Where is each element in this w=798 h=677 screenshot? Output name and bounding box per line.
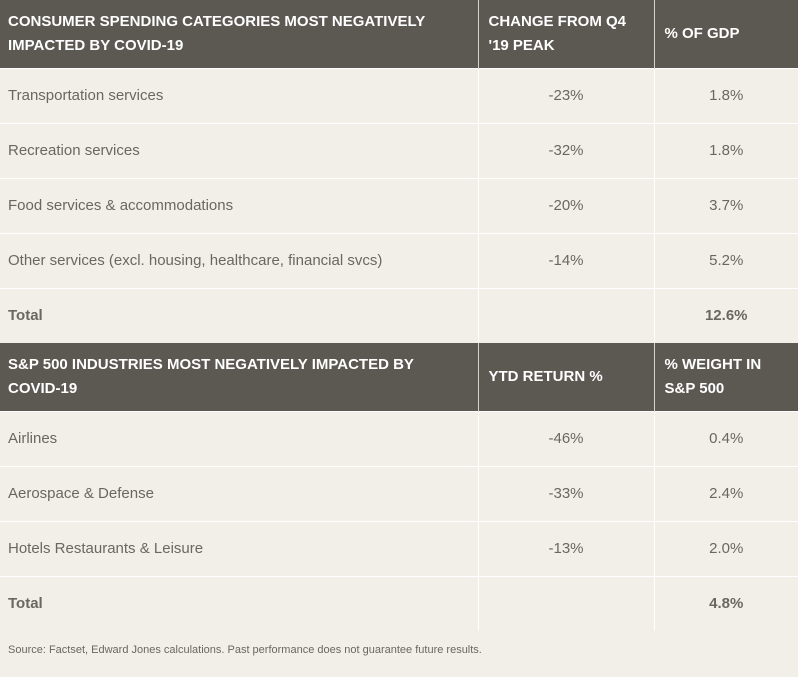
change-cell: -32% — [478, 123, 654, 178]
table-row — [0, 466, 798, 521]
table-row — [0, 233, 798, 288]
total-weight-cell: 4.8% — [654, 576, 798, 631]
consumer-spending-header-row — [0, 0, 798, 68]
ytd-return-cell: -33% — [478, 466, 654, 521]
total-label: Total — [0, 576, 478, 631]
total-label: Total — [0, 288, 478, 343]
weight-header: % WEIGHT IN S&P 500 — [654, 343, 798, 411]
total-change-cell — [478, 288, 654, 343]
industry-cell: Airlines — [0, 411, 478, 466]
table-row — [0, 521, 798, 576]
gdp-cell: 1.8% — [654, 68, 798, 123]
category-cell: Recreation services — [0, 123, 478, 178]
sp500-header-row — [0, 343, 798, 411]
total-gdp-cell: 12.6% — [654, 288, 798, 343]
ytd-return-cell: -13% — [478, 521, 654, 576]
ytd-return-header: YTD RETURN % — [478, 343, 654, 411]
consumer-spending-category-header: CONSUMER SPENDING CATEGORIES MOST NEGATIVELY IMPACTED BY COVID-19 — [0, 0, 478, 68]
industry-cell: Aerospace & Defense — [0, 466, 478, 521]
weight-cell: 0.4% — [654, 411, 798, 466]
weight-cell: 2.0% — [654, 521, 798, 576]
consumer-spending-total-row — [0, 288, 798, 343]
category-cell: Food services & accommodations — [0, 178, 478, 233]
change-cell: -20% — [478, 178, 654, 233]
table-row — [0, 411, 798, 466]
percent-of-gdp-header: % OF GDP — [654, 0, 798, 68]
sp500-total-row — [0, 576, 798, 631]
table-row — [0, 178, 798, 233]
change-cell: -14% — [478, 233, 654, 288]
total-ytd-cell — [478, 576, 654, 631]
sp500-industry-header: S&P 500 INDUSTRIES MOST NEGATIVELY IMPACTED BY COVID-19 — [0, 343, 478, 411]
table-row — [0, 68, 798, 123]
change-from-peak-header: CHANGE FROM Q4 '19 PEAK — [478, 0, 654, 68]
table-row — [0, 123, 798, 178]
source-footnote: Source: Factset, Edward Jones calculations. Past performance does not guarantee future results. — [8, 644, 482, 656]
gdp-cell: 1.8% — [654, 123, 798, 178]
ytd-return-cell: -46% — [478, 411, 654, 466]
weight-cell: 2.4% — [654, 466, 798, 521]
industry-cell: Hotels Restaurants & Leisure — [0, 521, 478, 576]
gdp-cell: 5.2% — [654, 233, 798, 288]
change-cell: -23% — [478, 68, 654, 123]
category-cell: Transportation services — [0, 68, 478, 123]
gdp-cell: 3.7% — [654, 178, 798, 233]
category-cell: Other services (excl. housing, healthcare, financial svcs) — [0, 233, 478, 288]
